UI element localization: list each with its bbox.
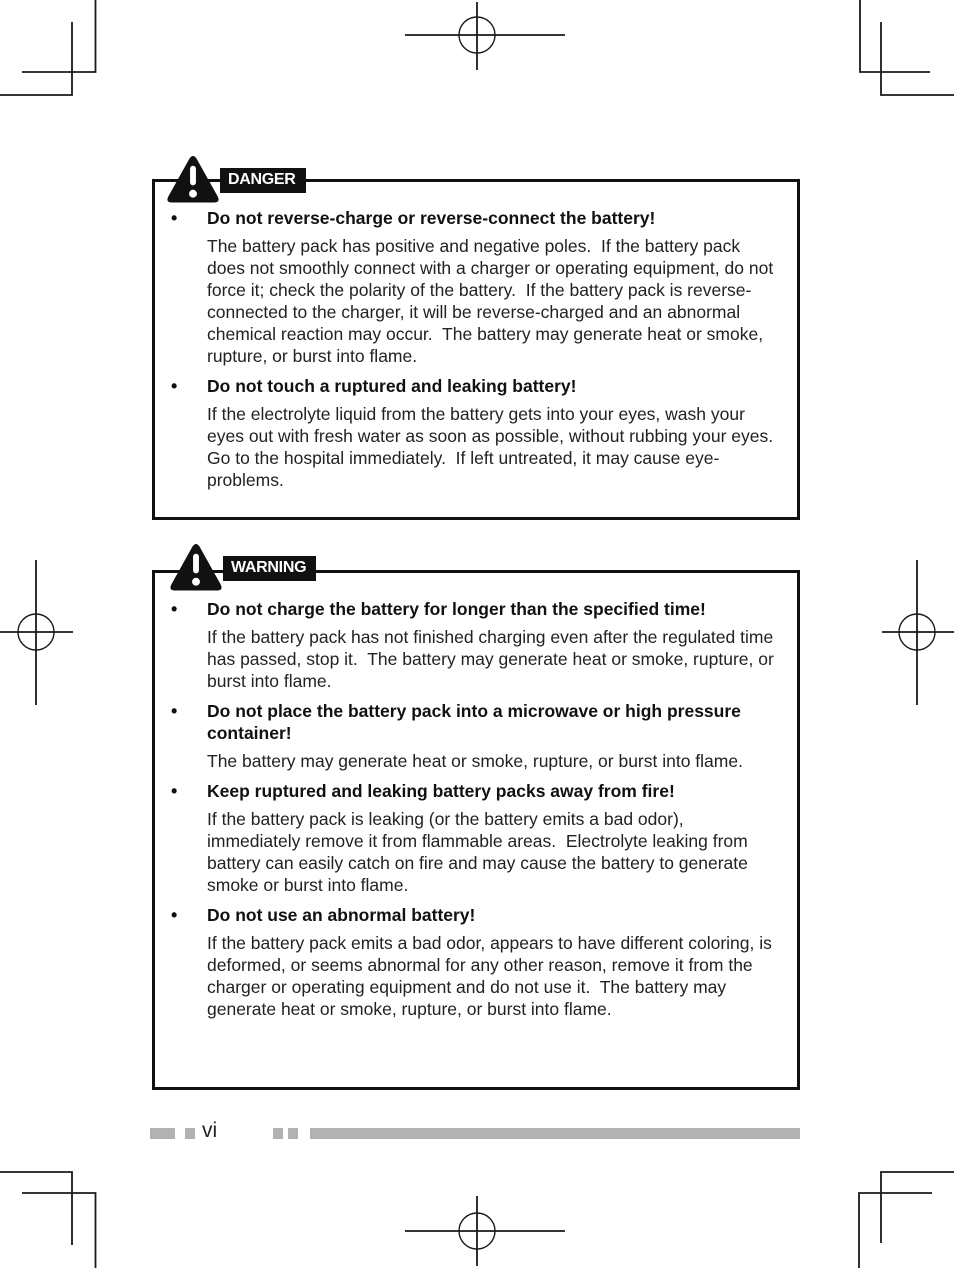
danger-content (155, 182, 797, 499)
item-heading: Do not touch a ruptured and leaking battery! (207, 376, 577, 396)
footer-bar (288, 1128, 298, 1139)
list-item (171, 780, 779, 904)
warning-box (152, 559, 800, 1090)
crop-mark-bottom-right (859, 1172, 954, 1268)
warning-box-label (169, 543, 316, 592)
list-item (171, 700, 779, 780)
crop-mark-top-right (860, 0, 954, 95)
page-number: vi (202, 1119, 218, 1142)
footer-bar (310, 1128, 800, 1139)
item-heading: Keep ruptured and leaking battery packs away from fire! (207, 781, 675, 801)
page-footer (150, 1119, 810, 1143)
danger-box-label (166, 155, 306, 204)
danger-box (152, 171, 800, 520)
warning-content (155, 573, 797, 1028)
item-heading: Do not charge the battery for longer than the specified time! (207, 599, 706, 619)
bullet-marker: • (171, 905, 178, 925)
bullet-marker: • (171, 208, 178, 228)
crop-mark-top-left (0, 0, 96, 95)
footer-bar (185, 1128, 195, 1139)
bullet-marker: • (171, 376, 178, 396)
bullet-marker: • (171, 599, 178, 619)
item-body: If the battery pack is leaking (or the battery emits a bad odor), immediately remove it from flammable areas. Electrolyte leaking from battery can easily catch on fire and may cause the battery to generate smoke or burst into flame. (207, 809, 753, 895)
warning-label: WARNING (223, 556, 316, 581)
footer-bar (150, 1128, 175, 1139)
crop-mark-bottom-left (0, 1172, 96, 1268)
item-body: If the electrolyte liquid from the battery gets into your eyes, wash your eyes out with fresh water as soon as possible, without rubbing your eyes. Go to the hospital immediately. If left untreated, it may cause eye-problems. (207, 404, 783, 490)
item-heading: Do not use an abnormal battery! (207, 905, 476, 925)
crosshair-right-middle (882, 560, 954, 705)
danger-label: DANGER (220, 168, 306, 193)
list-item (171, 598, 779, 700)
item-body: If the battery pack has not finished charging even after the regulated time has passed, stop it. The battery may generate heat or smoke, rupture, or burst into flame. (207, 627, 779, 691)
item-heading: Do not reverse-charge or reverse-connect the battery! (207, 208, 656, 228)
warning-triangle-icon (166, 155, 220, 204)
crosshair-top-center (405, 2, 565, 70)
footer-bar (273, 1128, 283, 1139)
item-body: The battery may generate heat or smoke, rupture, or burst into flame. (207, 751, 743, 771)
list-item (171, 904, 779, 1020)
list-item (171, 375, 783, 491)
list-item (171, 207, 779, 375)
item-heading: Do not place the battery pack into a microwave or high pressure container! (207, 701, 746, 743)
warning-triangle-icon (169, 543, 223, 592)
bullet-marker: • (171, 781, 178, 801)
crosshair-bottom-center (405, 1196, 565, 1266)
item-body: The battery pack has positive and negative poles. If the battery pack does not smoothly connect with a charger or operating equipment, do not force it; check the polarity of the battery. If the battery pack is reverse-connected to the charger, it will be reverse-charged and an abnormal chemical reaction may occur. The battery may generate heat or smoke, rupture, or burst into flame. (207, 236, 779, 366)
crosshair-left-middle (0, 560, 73, 705)
item-body: If the battery pack emits a bad odor, appears to have different coloring, is deformed, or seems abnormal for any other reason, remove it from the charger or operating equipment and do not use it. The battery may generate heat or smoke, rupture, or burst into flame. (207, 933, 777, 1019)
bullet-marker: • (171, 701, 178, 721)
